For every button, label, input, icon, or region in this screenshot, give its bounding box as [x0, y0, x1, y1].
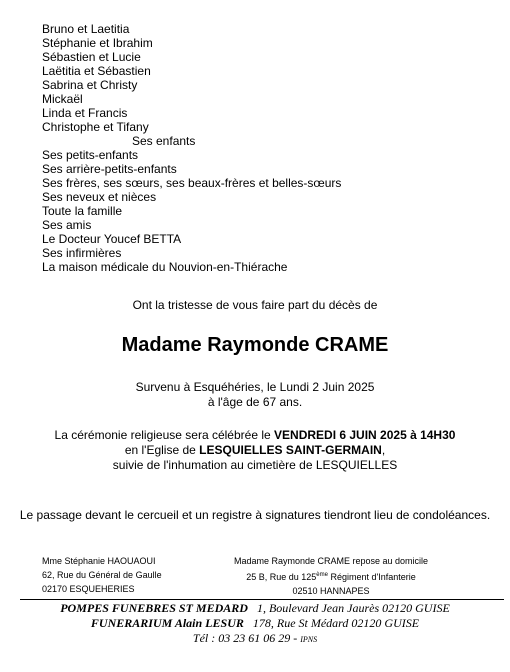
funerarium-name: FUNERARIUM Alain LESUR: [90, 616, 244, 630]
footer-divider: [20, 599, 504, 600]
ceremony-line-3: suivie de l'inhumation au cimetière de LESQUIELLES: [112, 458, 398, 472]
deceased-name: Madame Raymonde CRAME: [121, 334, 389, 356]
family-line: Ses amis: [42, 218, 92, 232]
funeral-home-name: POMPES FUNEBRES ST MEDARD: [60, 601, 248, 615]
condolences-note: Le passage devant le cercueil et un registre à signatures tiendront lieu de condoléances.: [19, 508, 491, 522]
phone-line: Tél : 03 23 61 06 29 - IPNS: [192, 631, 318, 645]
family-line: Sébastien et Lucie: [42, 50, 141, 64]
footer: [0, 601, 510, 647]
family-line: Ses neveux et nièces: [42, 190, 157, 204]
contact-left: Mme Stéphanie HAOUAOUI 62, Rue du Général de Gaulle 02170 ESQUEHERIES: [42, 556, 162, 594]
family-line: Christophe et Tifany: [42, 120, 149, 134]
family-line: Sabrina et Christy: [42, 78, 138, 92]
death-info: [0, 380, 510, 410]
family-line: Toute la famille: [42, 204, 123, 218]
family-line: Ses petits-enfants: [42, 148, 139, 162]
death-age: à l'âge de 67 ans.: [207, 395, 303, 409]
family-line: Ses infirmières: [42, 246, 122, 260]
ceremony-place: LESQUIELLES SAINT-GERMAIN: [199, 443, 382, 457]
family-line: La maison médicale du Nouvion-en-Thiérache: [42, 260, 288, 274]
contact-right: Madame Raymonde CRAME repose au domicile 25 B, Rue du 125ème Régiment d'Infanterie 02510 HANNAPES: [233, 556, 429, 596]
family-line: Bruno et Laetitia: [42, 22, 130, 36]
ceremony-info: [0, 428, 510, 473]
enfants-label: Ses enfants: [132, 134, 196, 148]
family-line: Mickaël: [42, 92, 83, 106]
ceremony-line-2: en l'Eglise de LESQUIELLES SAINT-GERMAIN,: [124, 443, 386, 457]
funerarium-line: FUNERARIUM Alain LESUR 178, Rue St Médard 02120 GUISE: [90, 616, 420, 630]
family-list: [42, 22, 372, 274]
family-line: Stéphanie et Ibrahim: [42, 36, 153, 50]
death-date: Survenu à Esquéhéries, le Lundi 2 Juin 2025: [135, 380, 375, 394]
ceremony-date: VENDREDI 6 JUIN 2025 à 14H30: [274, 428, 456, 442]
funeral-home-line: POMPES FUNEBRES ST MEDARD 1, Boulevard Jean Jaurès 02120 GUISE: [60, 601, 450, 615]
family-line: Ses arrière-petits-enfants: [42, 162, 177, 176]
family-line: Linda et Francis: [42, 106, 128, 120]
family-line: Laëtitia et Sébastien: [42, 64, 151, 78]
announcement: Ont la tristesse de vous faire part du décès de: [132, 298, 378, 312]
family-line: Le Docteur Youcef BETTA: [42, 232, 182, 246]
family-line: Ses frères, ses sœurs, ses beaux-frères et belles-sœurs: [42, 176, 342, 190]
ceremony-line-1: La cérémonie religieuse sera célébrée le VENDREDI 6 JUIN 2025 à 14H30: [54, 428, 456, 442]
